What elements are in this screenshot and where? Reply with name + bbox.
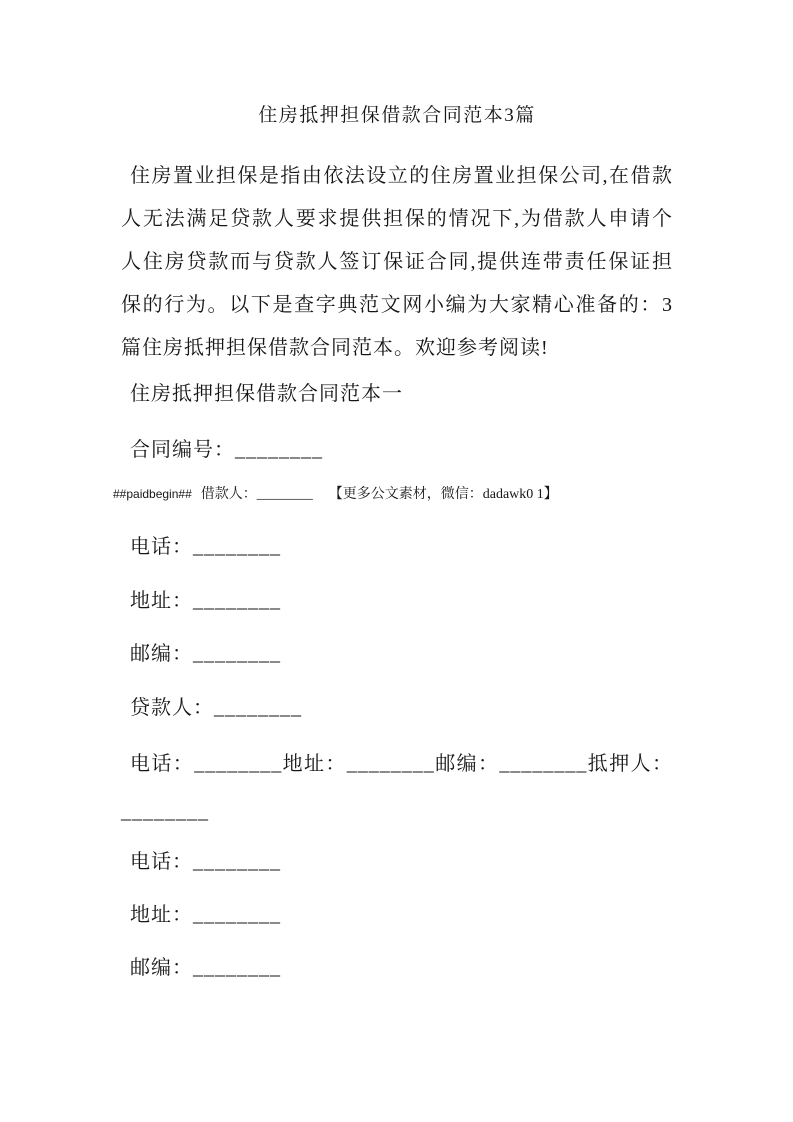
- promo-note: 【更多公文素材，微信：dadawk0 1】: [328, 487, 558, 502]
- intro-line-3: 人住房贷款而与贷款人签订保证合同,提供连带责任保证担: [121, 251, 673, 273]
- section-heading: 住房抵押担保借款合同范本一: [130, 383, 403, 405]
- mortgagor-name-blank: ________: [121, 801, 209, 823]
- borrower-address-field: 地址：________: [130, 590, 281, 612]
- mortgagor-postcode-field: 邮编：________: [130, 957, 281, 979]
- borrower-field: 借款人：________: [200, 487, 313, 502]
- intro-line-2: 人无法满足贷款人要求提供担保的情况下,为借款人申请个: [121, 208, 673, 230]
- borrower-phone-field: 电话：________: [130, 536, 281, 558]
- document-title: 住房抵押担保借款合同范本3篇: [258, 105, 536, 126]
- contract-number-field: 合同编号：________: [130, 439, 323, 461]
- mortgagor-address-field: 地址：________: [130, 904, 281, 926]
- intro-line-1: 住房置业担保是指由依法设立的住房置业担保公司,在借款: [130, 165, 673, 187]
- lender-contact-combo-line: 电话：________地址：________邮编：________抵押人：: [130, 753, 673, 775]
- lender-field: 贷款人：________: [130, 697, 302, 719]
- borrower-postcode-field: 邮编：________: [130, 643, 281, 665]
- paid-begin-marker: ##paidbegin##: [113, 487, 192, 501]
- paid-watermark-line: [113, 485, 673, 504]
- intro-line-4: 保的行为。以下是查字典范文网小编为大家精心准备的：3: [121, 294, 673, 316]
- intro-line-5: 篇住房抵押担保借款合同范本。欢迎参考阅读!: [121, 337, 549, 359]
- mortgagor-phone-field: 电话：________: [130, 851, 281, 873]
